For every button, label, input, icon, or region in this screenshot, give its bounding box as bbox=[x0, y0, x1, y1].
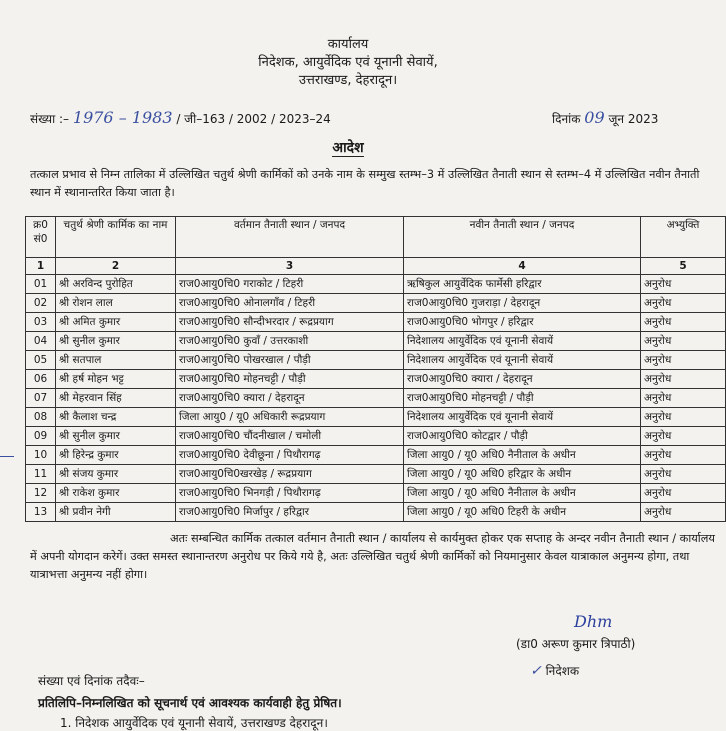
cell-remark: अनुरोध bbox=[641, 503, 726, 522]
cell-name: श्री सतपाल bbox=[56, 351, 176, 370]
cell-name: श्री हिरेन्द्र कुमार bbox=[56, 446, 176, 465]
col-header-new: नवीन तैनाती स्थान / जनपद bbox=[404, 217, 641, 258]
cell-current-posting: राज0आयु0चि0 मिर्जापुर / हरिद्वार bbox=[176, 503, 404, 522]
cell-current-posting: राज0आयु0चि0 मोहनचट्टी / पौड़ी bbox=[176, 370, 404, 389]
cell-new-posting: राज0आयु0चि0 गुजराड़ा / देहरादून bbox=[404, 294, 641, 313]
signatory-name: (डा0 अरूण कुमार त्रिपाठी) bbox=[516, 637, 636, 651]
table-row bbox=[26, 313, 726, 332]
cell-current-posting: राज0आयु0चि0 सौन्दीभरदार / रूद्रप्रयाग bbox=[176, 313, 404, 332]
cell-name: श्री कैलाश चन्द्र bbox=[56, 408, 176, 427]
order-date bbox=[552, 108, 658, 127]
cell-new-posting: राज0आयु0चि0 क्यारा / देहरादून bbox=[404, 370, 641, 389]
cell-remark: अनुरोध bbox=[641, 294, 726, 313]
cell-remark: अनुरोध bbox=[641, 465, 726, 484]
cell-sn: 06 bbox=[26, 370, 56, 389]
cell-remark: अनुरोध bbox=[641, 408, 726, 427]
cell-sn: 01 bbox=[26, 275, 56, 294]
cell-name: श्री सुनील कुमार bbox=[56, 332, 176, 351]
cell-current-posting: राज0आयु0चि0 चौंदनीखाल / चमोली bbox=[176, 427, 404, 446]
cell-new-posting: राज0आयु0चि0 कोटद्वार / पौड़ी bbox=[404, 427, 641, 446]
table-row bbox=[26, 370, 726, 389]
intro-paragraph: तत्काल प्रभाव से निम्न तालिका में उल्लिखित चतुर्थ श्रेणी कार्मिकों को उनके नाम के सम्मुख स्तम्भ–3 में उल्लिखित तैनाती स्थान से स्तम्भ–4 में उल्लिखित नवीन तैनाती स्थान में स्थानान्तरित किया जाता है। bbox=[30, 168, 700, 199]
col-header-remark: अभ्युक्ति bbox=[641, 217, 726, 258]
cell-current-posting: राज0आयु0चि0खरखेड़ / रूद्रप्रयाग bbox=[176, 465, 404, 484]
cell-new-posting: निदेशालय आयुर्वेदिक एवं यूनानी सेवायें bbox=[404, 332, 641, 351]
table-row bbox=[26, 294, 726, 313]
cell-new-posting: जिला आयु0 / यू0 अधि0 नैनीताल के अधीन bbox=[404, 484, 641, 503]
col-number: 1 bbox=[26, 258, 56, 275]
col-header-sn: क्र0 सं0 bbox=[26, 217, 56, 258]
cell-remark: अनुरोध bbox=[641, 313, 726, 332]
handwritten-dispatch-number: 1976 – 1983 bbox=[72, 108, 173, 127]
office-location: उत्तराखण्ड, देहरादून। bbox=[298, 73, 398, 88]
handwritten-tick: ✓ bbox=[530, 663, 542, 679]
table-row bbox=[26, 332, 726, 351]
cell-sn: 05 bbox=[26, 351, 56, 370]
cell-current-posting: राज0आयु0चि0 देवीछूना / पिथौरागढ़ bbox=[176, 446, 404, 465]
cell-new-posting: निदेशालय आयुर्वेदिक एवं यूनानी सेवायें bbox=[404, 408, 641, 427]
cell-sn: 08 bbox=[26, 408, 56, 427]
cell-remark: अनुरोध bbox=[641, 427, 726, 446]
col-header-current: वर्तमान तैनाती स्थान / जनपद bbox=[176, 217, 404, 258]
cell-sn: 09 bbox=[26, 427, 56, 446]
cell-name: श्री अमित कुमार bbox=[56, 313, 176, 332]
cell-remark: अनुरोध bbox=[641, 446, 726, 465]
table-row bbox=[26, 465, 726, 484]
cell-new-posting: जिला आयु0 / यू0 अधि0 नैनीताल के अधीन bbox=[404, 446, 641, 465]
cell-remark: अनुरोध bbox=[641, 484, 726, 503]
table-row bbox=[26, 484, 726, 503]
cell-sn: 02 bbox=[26, 294, 56, 313]
copy-reference: संख्या एवं दिनांक तदैवः– bbox=[38, 674, 145, 688]
cell-remark: अनुरोध bbox=[641, 351, 726, 370]
cell-name: श्री हर्ष मोहन भट्ट bbox=[56, 370, 176, 389]
cell-new-posting: जिला आयु0 / यू0 अधि0 हरिद्वार के अधीन bbox=[404, 465, 641, 484]
cell-current-posting: राज0आयु0चि0 गराकोट / टिहरी bbox=[176, 275, 404, 294]
date-suffix: जून 2023 bbox=[608, 112, 659, 126]
cell-name: श्री प्रवीन नेगी bbox=[56, 503, 176, 522]
col-number: 3 bbox=[176, 258, 404, 275]
cell-new-posting: राज0आयु0चि0 मोहनचट्टी / पौड़ी bbox=[404, 389, 641, 408]
reference-prefix: संख्या :– bbox=[30, 112, 70, 126]
cell-sn: 03 bbox=[26, 313, 56, 332]
col-number: 5 bbox=[641, 258, 726, 275]
cell-sn: 11 bbox=[26, 465, 56, 484]
table-row bbox=[26, 446, 726, 465]
cell-current-posting: जिला आयु0 / यू0 अधिकारी रूद्रप्रयाग bbox=[176, 408, 404, 427]
cell-name: श्री राकेश कुमार bbox=[56, 484, 176, 503]
cell-name: श्री सुनील कुमार bbox=[56, 427, 176, 446]
table-row bbox=[26, 389, 726, 408]
cell-current-posting: राज0आयु0चि0 भिनगड़ी / पिथौरागढ़ bbox=[176, 484, 404, 503]
cell-current-posting: राज0आयु0चि0 पोखरखाल / पौड़ी bbox=[176, 351, 404, 370]
column-number-row bbox=[26, 258, 726, 275]
table-header-row bbox=[26, 217, 726, 258]
signatory-designation: ✓ निदेशक bbox=[530, 663, 580, 679]
cell-current-posting: राज0आयु0चि0 क्यारा / देहरादून bbox=[176, 389, 404, 408]
cell-sn: 12 bbox=[26, 484, 56, 503]
transfer-table bbox=[25, 216, 726, 522]
table-row bbox=[26, 503, 726, 522]
cell-new-posting: जिला आयु0 / यू0 अधि0 टिहरी के अधीन bbox=[404, 503, 641, 522]
reference-number bbox=[30, 108, 331, 127]
cell-name: श्री अरविन्द पुरोहित bbox=[56, 275, 176, 294]
signature-scribble: Dhm bbox=[574, 612, 613, 631]
copy-forward-line: प्रतिलिपि–निम्नलिखित को सूचनार्थ एवं आवश्यक कार्यवाही हेतु प्रेषित। bbox=[38, 696, 342, 710]
cell-sn: 07 bbox=[26, 389, 56, 408]
cell-remark: अनुरोध bbox=[641, 332, 726, 351]
col-number: 2 bbox=[56, 258, 176, 275]
cell-sn: 04 bbox=[26, 332, 56, 351]
cell-remark: अनुरोध bbox=[641, 389, 726, 408]
cell-current-posting: राज0आयु0चि0 ओनालगाँव / टिहरी bbox=[176, 294, 404, 313]
cell-name: श्री मेहरवान सिंह bbox=[56, 389, 176, 408]
col-header-name: चतुर्थ श्रेणी कार्मिक का नाम bbox=[56, 217, 176, 258]
reference-suffix: / जी–163 / 2002 / 2023–24 bbox=[176, 112, 331, 126]
handwritten-day: 09 bbox=[584, 108, 605, 127]
closing-paragraph: अतः सम्बन्धित कार्मिक तत्काल वर्तमान तैनाती स्थान / कार्यालय से कार्यमुक्त होकर एक सप्ताह के अन्दर नवीन तैनाती स्थान / कार्यालय में अपनी योगदान करेगें। उक्त समस्त स्थानान्तरण अनुरोध पर किये गये है, अतः उल्लिखित चतुर्थ श्रेणी कार्मिकों को नियमानुसार केवल यात्राकाल अनुमन्य होगा, तथा यात्राभत्ता अनुमन्य नहीं होगा। bbox=[30, 532, 715, 581]
table-row bbox=[26, 275, 726, 294]
cell-remark: अनुरोध bbox=[641, 275, 726, 294]
margin-pen-mark bbox=[0, 456, 14, 457]
cell-new-posting: राज0आयु0चि0 भोगपुर / हरिद्वार bbox=[404, 313, 641, 332]
office-label: कार्यालय bbox=[327, 37, 369, 52]
table-row bbox=[26, 408, 726, 427]
table-row bbox=[26, 351, 726, 370]
cell-sn: 10 bbox=[26, 446, 56, 465]
cell-new-posting: ऋषिकुल आयुर्वेदिक फार्मेसी हरिद्वार bbox=[404, 275, 641, 294]
date-prefix: दिनांक bbox=[552, 112, 581, 126]
cell-current-posting: राज0आयु0चि0 कुवाँ / उत्तरकाशी bbox=[176, 332, 404, 351]
cell-name: श्री संजय कुमार bbox=[56, 465, 176, 484]
office-title: निदेशक, आयुर्वेदिक एवं यूनानी सेवायें, bbox=[258, 55, 438, 70]
copy-item-1: 1. निदेशक आयुर्वेदिक एवं यूनानी सेवायें, उत्तराखण्ड देहरादून। bbox=[60, 716, 328, 730]
col-number: 4 bbox=[404, 258, 641, 275]
cell-name: श्री रोशन लाल bbox=[56, 294, 176, 313]
table-row bbox=[26, 427, 726, 446]
order-heading: आदेश bbox=[332, 140, 364, 156]
cell-new-posting: निदेशालय आयुर्वेदिक एवं यूनानी सेवायें bbox=[404, 351, 641, 370]
cell-sn: 13 bbox=[26, 503, 56, 522]
cell-remark: अनुरोध bbox=[641, 370, 726, 389]
